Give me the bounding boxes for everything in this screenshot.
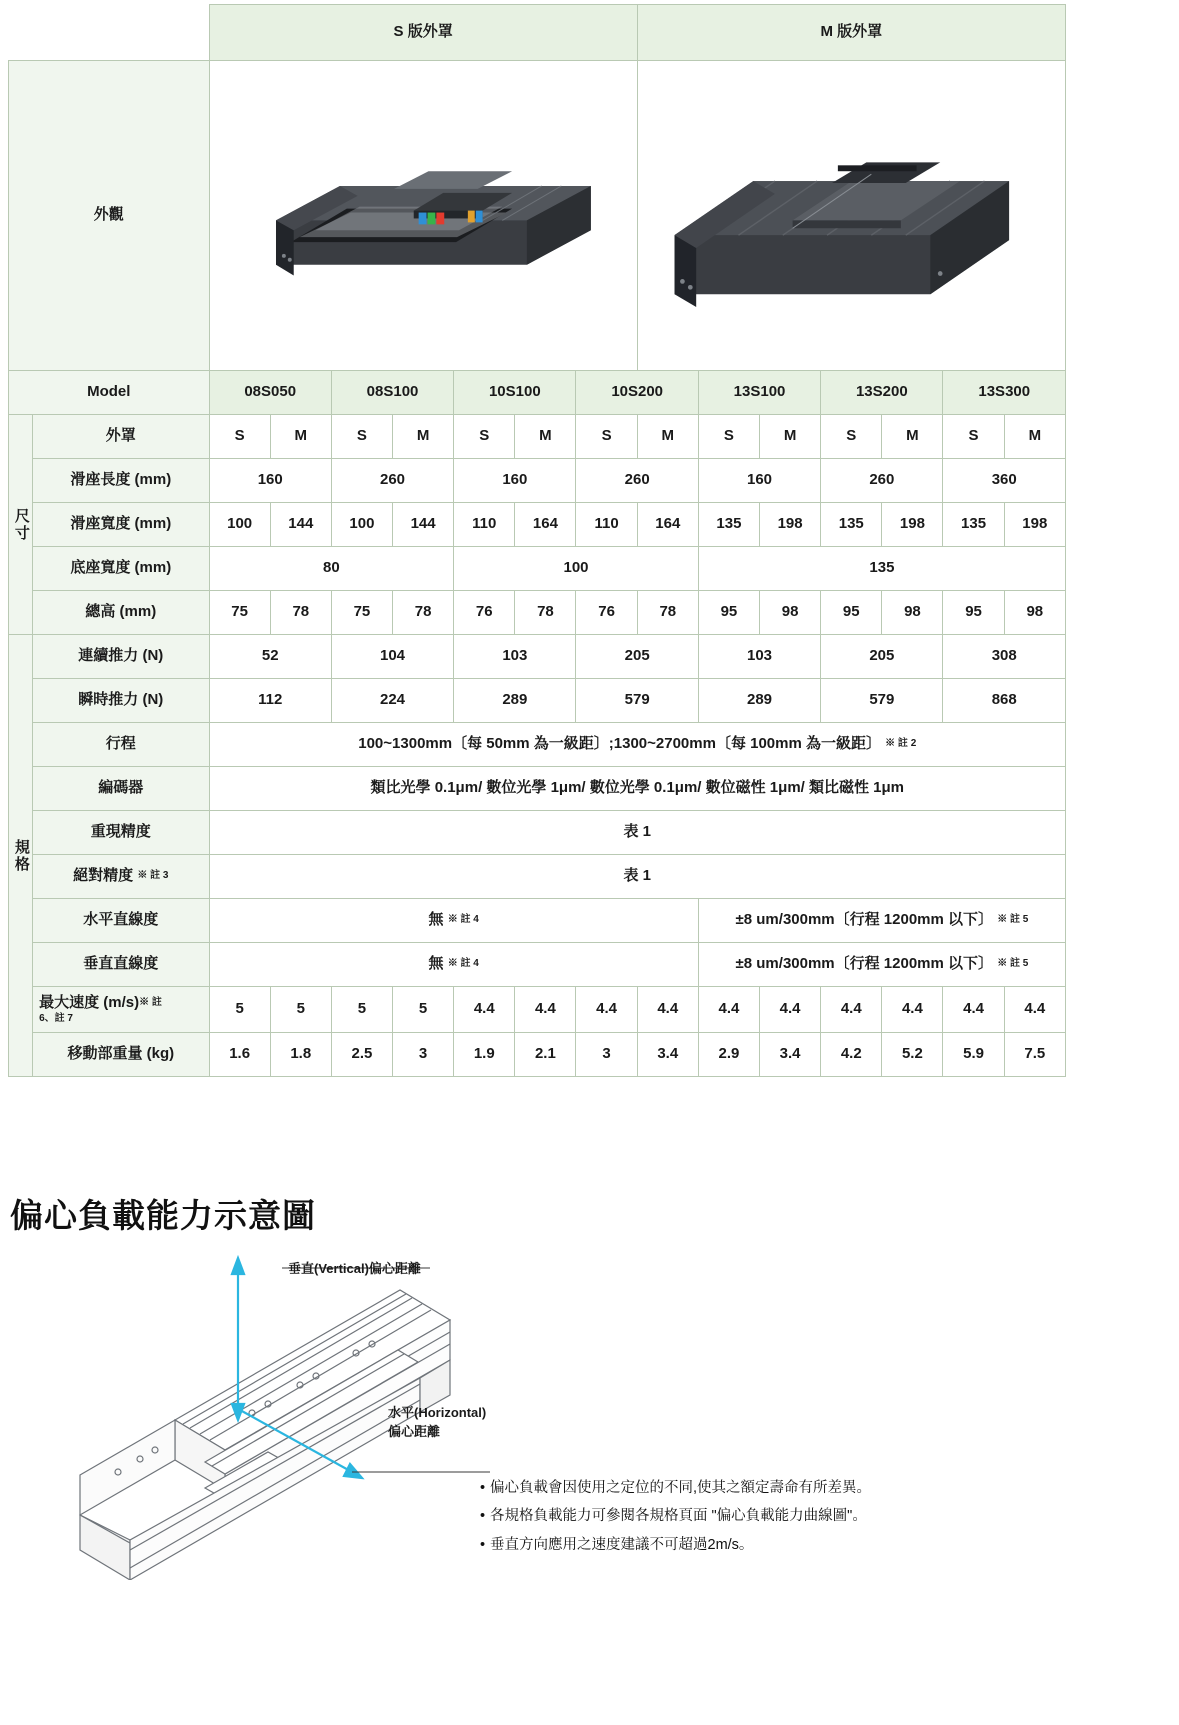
v-straightness-left-value: 無 (428, 955, 444, 973)
table-row-slider-width (9, 503, 1066, 547)
cover-cell: S (209, 415, 270, 459)
appearance-photo-s (209, 61, 637, 371)
list-item (480, 1474, 871, 1502)
h-straightness-left-value: 無 (428, 911, 444, 929)
table-row-continuous-force (9, 635, 1066, 679)
model-13S300: 13S300 (943, 371, 1066, 415)
total-height-cell: 98 (882, 591, 943, 635)
row-label-accuracy-text: 絕對精度 (73, 867, 134, 885)
table-row-encoder (9, 767, 1066, 811)
model-10S100: 10S100 (454, 371, 576, 415)
v-straightness-left (209, 943, 698, 987)
cover-cell: S (698, 415, 759, 459)
total-height-cell: 76 (454, 591, 515, 635)
slider-length-cell: 160 (454, 459, 576, 503)
continuous-force-cell: 308 (943, 635, 1066, 679)
table-row-appearance (9, 61, 1066, 371)
total-height-cell: 98 (760, 591, 821, 635)
max-speed-cell: 4.4 (637, 987, 698, 1033)
max-speed-cell: 4.4 (760, 987, 821, 1033)
row-label-encoder: 編碼器 (33, 767, 209, 811)
slider-width-cell: 164 (637, 503, 698, 547)
row-label-accuracy (33, 855, 209, 899)
label-horizontal-line2: 偏心距離 (388, 1423, 441, 1439)
peak-force-cell: 224 (331, 679, 453, 723)
max-speed-cell: 5 (270, 987, 331, 1033)
bullet-icon: • (480, 1508, 486, 1525)
table-row-horizontal-straightness (9, 899, 1066, 943)
slider-width-cell: 198 (760, 503, 821, 547)
total-height-cell: 76 (576, 591, 637, 635)
peak-force-cell: 579 (821, 679, 943, 723)
max-speed-cell: 4.4 (576, 987, 637, 1033)
list-item (480, 1502, 871, 1530)
moving-mass-cell: 3 (576, 1033, 637, 1077)
model-13S100: 13S100 (698, 371, 820, 415)
empty-corner-cell (9, 5, 210, 61)
row-label-max-speed-note2: 6、註 7 (39, 1012, 73, 1024)
product-photo-s-icon (211, 63, 636, 368)
max-speed-cell: 5 (209, 987, 270, 1033)
group-label-dimension-text: 尺寸 (12, 507, 30, 542)
cover-cell: M (882, 415, 943, 459)
slider-width-cell: 198 (1004, 503, 1065, 547)
cover-cell: M (637, 415, 698, 459)
row-label-peak-force: 瞬時推力 (N) (33, 679, 209, 723)
moving-mass-cell: 5.2 (882, 1033, 943, 1077)
slider-width-cell: 144 (393, 503, 454, 547)
row-label-accuracy-note: ※ 註 3 (137, 869, 169, 881)
max-speed-cell: 4.4 (1004, 987, 1065, 1033)
stroke-cell (209, 723, 1065, 767)
model-08S100: 08S100 (331, 371, 453, 415)
slider-width-cell: 198 (882, 503, 943, 547)
h-straightness-left-note: ※ 註 4 (447, 913, 479, 925)
cover-header-m: M 版外罩 (637, 5, 1065, 61)
stroke-value: 100~1300mm〔每 50mm 為一級距〕;1300~2700mm〔每 100mm 為一級距〕 (358, 735, 881, 753)
max-speed-cell: 4.4 (882, 987, 943, 1033)
cover-header-s: S 版外罩 (209, 5, 637, 61)
note-text: 垂直方向應用之速度建議不可超過2m/s。 (490, 1536, 754, 1553)
cover-cell: S (943, 415, 1004, 459)
moving-mass-cell: 1.6 (209, 1033, 270, 1077)
max-speed-cell: 5 (331, 987, 392, 1033)
total-height-cell: 78 (515, 591, 576, 635)
row-label-slider-length: 滑座長度 (mm) (33, 459, 209, 503)
base-width-cell: 100 (454, 547, 699, 591)
max-speed-cell: 4.4 (821, 987, 882, 1033)
table-row-peak-force (9, 679, 1066, 723)
label-horizontal-line1: 水平(Horizontal) (388, 1405, 487, 1420)
cover-cell: M (270, 415, 331, 459)
table-row-stroke (9, 723, 1066, 767)
row-label-stroke: 行程 (33, 723, 209, 767)
max-speed-cell: 4.4 (698, 987, 759, 1033)
slider-width-cell: 135 (943, 503, 1004, 547)
total-height-cell: 98 (1004, 591, 1065, 635)
total-height-cell: 75 (209, 591, 270, 635)
table-row-slider-length (9, 459, 1066, 503)
continuous-force-cell: 52 (209, 635, 331, 679)
slider-width-cell: 135 (698, 503, 759, 547)
continuous-force-cell: 205 (821, 635, 943, 679)
bullet-icon: • (480, 1536, 486, 1553)
slider-length-cell: 160 (698, 459, 820, 503)
list-item (480, 1531, 871, 1559)
moving-mass-cell: 2.9 (698, 1033, 759, 1077)
h-straightness-left (209, 899, 698, 943)
table-row-moving-mass (9, 1033, 1066, 1077)
moving-mass-cell: 5.9 (943, 1033, 1004, 1077)
moving-mass-cell: 3 (393, 1033, 454, 1077)
v-straightness-right-note: ※ 註 5 (997, 957, 1029, 969)
total-height-cell: 95 (698, 591, 759, 635)
group-label-spec-text: 規格 (12, 838, 30, 873)
peak-force-cell: 868 (943, 679, 1066, 723)
h-straightness-right (698, 899, 1065, 943)
peak-force-cell: 579 (576, 679, 698, 723)
v-straightness-left-note: ※ 註 4 (447, 957, 479, 969)
model-label: Model (9, 371, 210, 415)
peak-force-cell: 289 (454, 679, 576, 723)
row-label-moving-mass: 移動部重量 (kg) (33, 1033, 209, 1077)
moving-mass-cell: 3.4 (760, 1033, 821, 1077)
appearance-photo-m (637, 61, 1065, 371)
slider-width-cell: 135 (821, 503, 882, 547)
table-row-vertical-straightness (9, 943, 1066, 987)
note-text: 各規格負載能力可參閱各規格頁面 "偏心負載能力曲線圖"。 (490, 1508, 867, 1525)
model-10S200: 10S200 (576, 371, 698, 415)
cover-cell: M (1004, 415, 1065, 459)
total-height-cell: 78 (637, 591, 698, 635)
accuracy-cell: 表 1 (209, 855, 1065, 899)
table-row-base-width (9, 547, 1066, 591)
slider-width-cell: 100 (331, 503, 392, 547)
moving-mass-cell: 7.5 (1004, 1033, 1065, 1077)
cover-cell: M (393, 415, 454, 459)
base-width-cell: 135 (698, 547, 1065, 591)
total-height-cell: 75 (331, 591, 392, 635)
total-height-cell: 95 (821, 591, 882, 635)
moving-mass-cell: 3.4 (637, 1033, 698, 1077)
max-speed-cell: 4.4 (454, 987, 515, 1033)
model-08S050: 08S050 (209, 371, 331, 415)
cover-cell: M (515, 415, 576, 459)
table-row-total-height (9, 591, 1066, 635)
row-label-max-speed-note: ※ 註 (139, 996, 162, 1008)
repeatability-cell: 表 1 (209, 811, 1065, 855)
v-straightness-right (698, 943, 1065, 987)
moving-mass-cell: 4.2 (821, 1033, 882, 1077)
slider-width-cell: 100 (209, 503, 270, 547)
h-straightness-right-value: ±8 um/300mm〔行程 1200mm 以下〕 (735, 911, 994, 929)
moving-mass-cell: 1.9 (454, 1033, 515, 1077)
row-label-repeatability: 重現精度 (33, 811, 209, 855)
v-straightness-right-value: ±8 um/300mm〔行程 1200mm 以下〕 (735, 955, 994, 973)
max-speed-cell: 4.4 (943, 987, 1004, 1033)
label-horizontal-eccentric-distance (388, 1404, 486, 1442)
moving-mass-cell: 2.5 (331, 1033, 392, 1077)
cover-cell: S (454, 415, 515, 459)
slider-width-cell: 110 (576, 503, 637, 547)
table-row-repeatability (9, 811, 1066, 855)
slider-width-cell: 110 (454, 503, 515, 547)
stroke-note: ※ 註 2 (885, 737, 917, 749)
specification-table (8, 4, 1066, 1077)
continuous-force-cell: 104 (331, 635, 453, 679)
total-height-cell: 78 (270, 591, 331, 635)
continuous-force-cell: 103 (698, 635, 820, 679)
row-label-slider-width: 滑座寬度 (mm) (33, 503, 209, 547)
appearance-label: 外觀 (9, 61, 210, 371)
moving-mass-cell: 2.1 (515, 1033, 576, 1077)
max-speed-cell: 4.4 (515, 987, 576, 1033)
row-label-horizontal-straightness: 水平直線度 (33, 899, 209, 943)
peak-force-cell: 289 (698, 679, 820, 723)
label-vertical-eccentric-distance: 垂直(Vertical)偏心距離 (288, 1261, 421, 1276)
max-speed-cell: 5 (393, 987, 454, 1033)
product-photo-m-icon (639, 63, 1064, 368)
table-row-cover (9, 415, 1066, 459)
table-row-cover-headers (9, 5, 1066, 61)
encoder-cell: 類比光學 0.1μm/ 數位光學 1μm/ 數位光學 0.1μm/ 數位磁性 1μm/ 類比磁性 1μm (209, 767, 1065, 811)
row-label-max-speed (33, 987, 209, 1033)
row-label-total-height: 總高 (mm) (33, 591, 209, 635)
group-label-dimension (9, 415, 33, 635)
row-label-vertical-straightness: 垂直直線度 (33, 943, 209, 987)
row-label-continuous-force: 連續推力 (N) (33, 635, 209, 679)
continuous-force-cell: 103 (454, 635, 576, 679)
slider-length-cell: 260 (576, 459, 698, 503)
cover-cell: S (331, 415, 392, 459)
slider-length-cell: 160 (209, 459, 331, 503)
eccentric-load-notes (480, 1474, 871, 1559)
slider-length-cell: 260 (821, 459, 943, 503)
cover-cell: M (760, 415, 821, 459)
slider-length-cell: 260 (331, 459, 453, 503)
specification-table-wrapper (8, 4, 1066, 1077)
h-straightness-right-note: ※ 註 5 (997, 913, 1029, 925)
slider-length-cell: 360 (943, 459, 1066, 503)
section-title-eccentric-load: 偏心負載能力示意圖 (10, 1197, 316, 1234)
continuous-force-cell: 205 (576, 635, 698, 679)
total-height-cell: 95 (943, 591, 1004, 635)
cover-cell: S (821, 415, 882, 459)
total-height-cell: 78 (393, 591, 454, 635)
row-label-max-speed-text: 最大速度 (m/s) (39, 993, 140, 1011)
note-text: 偏心負載會因使用之定位的不同,使其之額定壽命有所差異。 (490, 1480, 872, 1496)
table-row-max-speed (9, 987, 1066, 1033)
base-width-cell: 80 (209, 547, 454, 591)
cover-cell: S (576, 415, 637, 459)
moving-mass-cell: 1.8 (270, 1033, 331, 1077)
slider-width-cell: 164 (515, 503, 576, 547)
table-row-model (9, 371, 1066, 415)
row-label-cover: 外罩 (33, 415, 209, 459)
table-row-accuracy (9, 855, 1066, 899)
peak-force-cell: 112 (209, 679, 331, 723)
model-13S200: 13S200 (821, 371, 943, 415)
slider-width-cell: 144 (270, 503, 331, 547)
row-label-base-width: 底座寬度 (mm) (33, 547, 209, 591)
bullet-icon: • (480, 1480, 486, 1496)
group-label-spec (9, 635, 33, 1077)
